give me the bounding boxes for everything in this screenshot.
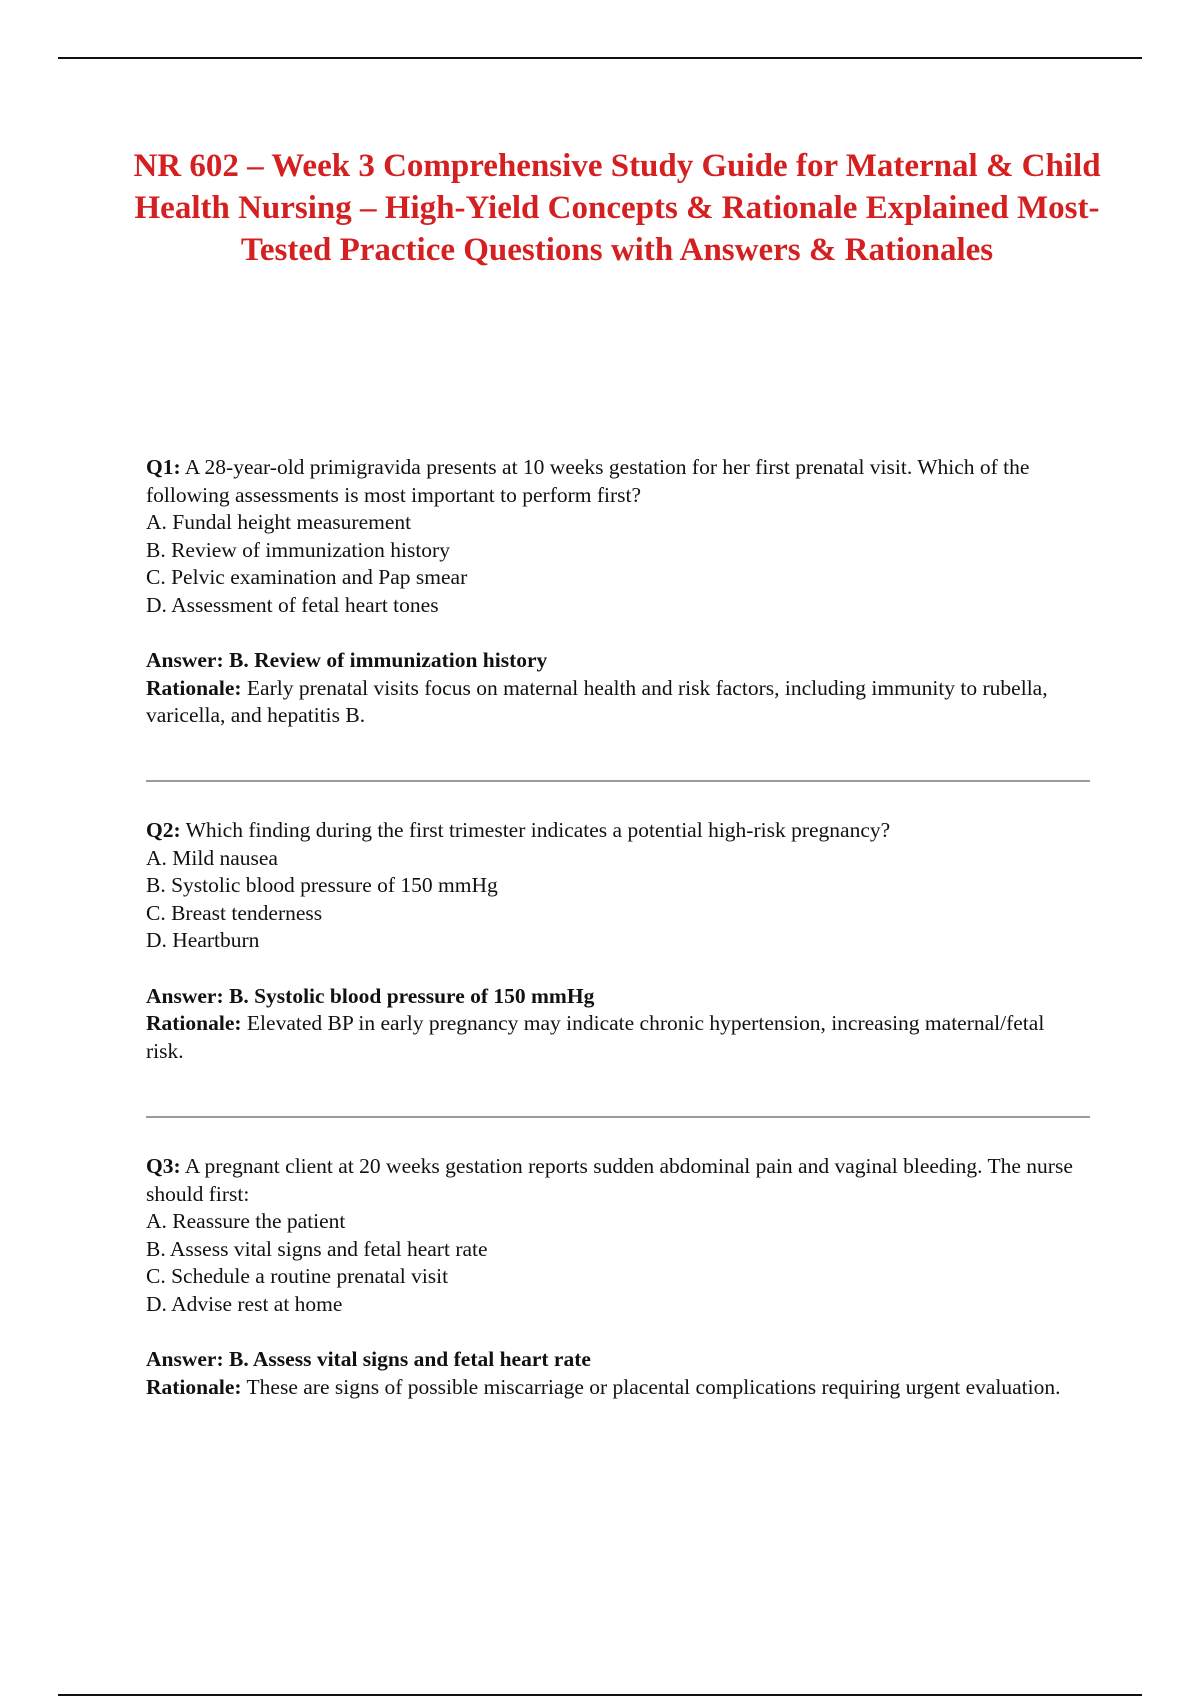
question-stem: A 28-year-old primigravida presents at 10 weeks gestation for her first prenatal visit. Which of the following assessments is most important to perform first? xyxy=(146,455,1030,507)
option-a: A. Reassure the patient xyxy=(146,1209,346,1233)
option-d: D. Advise rest at home xyxy=(146,1291,343,1316)
option-c: C. Schedule a routine prenatal visit xyxy=(146,1264,449,1288)
question-block xyxy=(146,1153,1086,1401)
rationale xyxy=(146,675,1086,730)
option-b: B. Systolic blood pressure of 150 mmHg xyxy=(146,873,498,897)
rationale-label: Rationale: xyxy=(146,675,242,700)
rationale xyxy=(146,1010,1086,1065)
rationale xyxy=(146,1374,1086,1402)
option-a: A. Fundal height measurement xyxy=(146,510,412,534)
rationale-label: Rationale: xyxy=(146,1011,242,1035)
option-d: D. Heartburn xyxy=(146,928,260,952)
document-title: NR 602 – Week 3 Comprehensive Study Guide for Maternal & Child Health Nursing – High-Yield Concepts & Rationale Explained Most-Tested Practice Questions with Answers & Rationales xyxy=(133,148,1101,268)
option-d: D. Assessment of fetal heart tones xyxy=(146,592,439,617)
option-a: A. Mild nausea xyxy=(146,845,278,870)
question-text xyxy=(146,817,1086,845)
option-c: C. Pelvic examination and Pap smear xyxy=(146,565,468,589)
question-text xyxy=(146,1153,1086,1208)
option-b: B. Assess vital signs and fetal heart rate xyxy=(146,1236,488,1261)
option-c: C. Breast tenderness xyxy=(146,900,323,925)
rationale-label: Rationale: xyxy=(146,1374,242,1399)
question-stem: A pregnant client at 20 weeks gestation reports sudden abdominal pain and vaginal bleeding. The nurse should first: xyxy=(146,1154,1073,1206)
section-divider xyxy=(146,1116,1090,1118)
answer-line: Answer: B. Assess vital signs and fetal heart rate xyxy=(146,1347,591,1371)
rationale-text: These are signs of possible miscarriage or placental complications requiring urgent evaluation. xyxy=(246,1374,1061,1399)
rationale-text: Early prenatal visits focus on maternal health and risk factors, including immunity to rubella, varicella, and hepatitis B. xyxy=(146,675,1048,727)
option-b: B. Review of immunization history xyxy=(146,537,450,562)
question-label: Q1: xyxy=(146,455,181,479)
question-text xyxy=(146,454,1086,509)
rationale-text: Elevated BP in early pregnancy may indicate chronic hypertension, increasing maternal/fetal risk. xyxy=(146,1011,1045,1063)
question-label: Q2: xyxy=(146,818,181,842)
answer-line: Answer: B. Systolic blood pressure of 150 mmHg xyxy=(146,983,595,1008)
question-stem: Which finding during the first trimester indicates a potential high-risk pregnancy? xyxy=(185,818,891,842)
answer-line: Answer: B. Review of immunization history xyxy=(146,648,548,672)
question-block xyxy=(146,454,1086,730)
top-rule xyxy=(58,57,1142,59)
bottom-rule xyxy=(58,1694,1142,1696)
section-divider xyxy=(146,780,1090,782)
question-block xyxy=(146,817,1086,1065)
question-label: Q3: xyxy=(146,1154,181,1178)
